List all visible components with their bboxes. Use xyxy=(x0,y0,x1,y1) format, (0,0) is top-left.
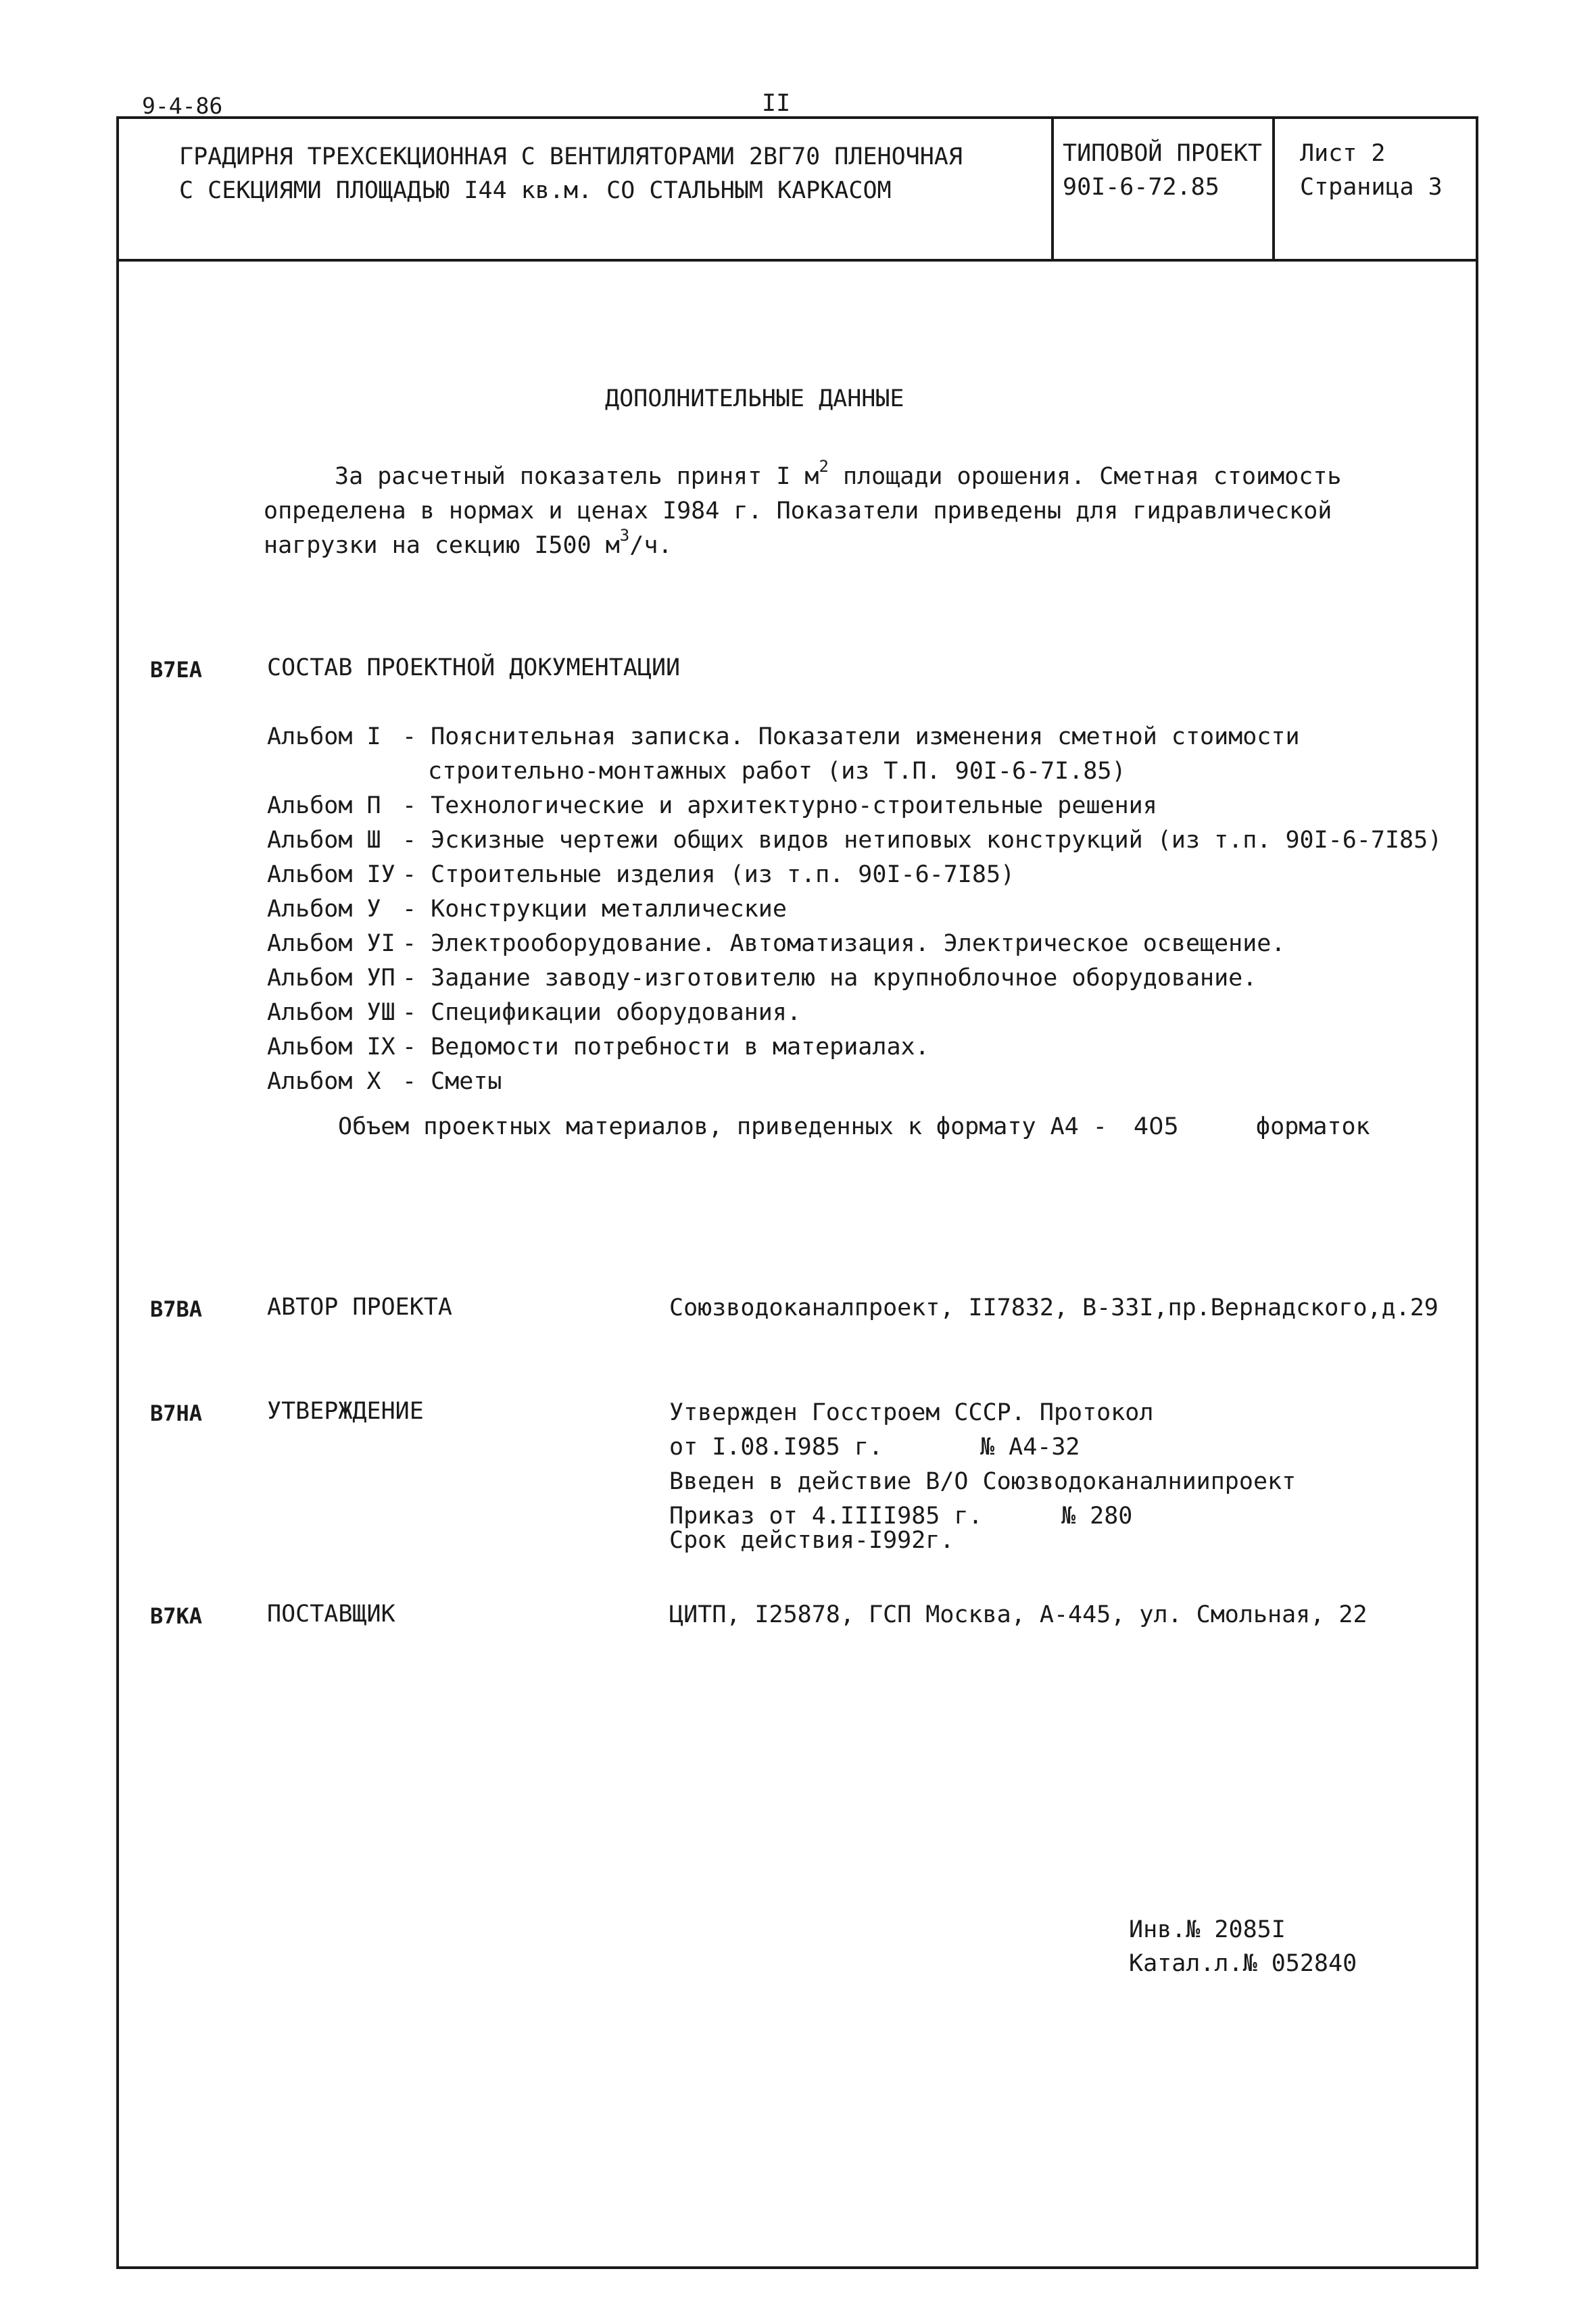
album-row: Альбом УШ - Спецификации оборудования. xyxy=(267,999,802,1026)
header-title-line1: ГРАДИРНЯ ТРЕХСЕКЦИОННАЯ С ВЕНТИЛЯТОРАМИ 2ВГ70 ПЛЕНОЧНАЯ xyxy=(179,143,963,170)
additional-paragraph-line2: определена в нормах и ценах I984 г. Показатели приведены для гидравлической xyxy=(264,497,1332,525)
volume-line: Объем проектных материалов, приведенных к формату А4 - 405 форматок xyxy=(338,1110,1370,1144)
volume-value: 405 xyxy=(1133,1113,1179,1140)
inventory-number: Инв.№ 2085I xyxy=(1129,1916,1286,1943)
album-row: Альбом X - Сметы xyxy=(267,1068,502,1095)
supplier-text: ЦИТП, I25878, ГСП Москва, А-445, ул. Смольная, 22 xyxy=(669,1601,1368,1628)
header-title-line2: С СЕКЦИЯМИ ПЛОЩАДЬЮ I44 кв.м. СО СТАЛЬНЫМ КАРКАСОМ xyxy=(179,177,892,204)
album-row: Альбом П - Технологические и архитектурно-строительные решения xyxy=(267,792,1157,819)
album-row: Альбом УI - Электрооборудование. Автоматизация. Электрическое освещение. xyxy=(267,930,1286,957)
composition-title: СОСТАВ ПРОЕКТНОЙ ДОКУМЕНТАЦИИ xyxy=(267,654,681,681)
composition-code: В7ЕА xyxy=(150,657,203,683)
supplier-code: В7КА xyxy=(150,1603,203,1629)
additional-heading: ДОПОЛНИТЕЛЬНЫЕ ДАННЫЕ xyxy=(605,385,904,412)
approval-line5: Срок действия-I992г. xyxy=(669,1527,954,1554)
approval-code: В7НА xyxy=(150,1400,203,1426)
album-list xyxy=(267,720,1442,1099)
top-left-code: 9-4-86 xyxy=(142,93,223,119)
page-label: Страница 3 xyxy=(1300,174,1443,201)
album-row: строительно-монтажных работ (из Т.П. 90I-6-7I.85) xyxy=(428,758,1126,785)
album-row: Альбом УП - Задание заводу-изготовителю на крупноблочное оборудование. xyxy=(267,965,1257,992)
approval-line2: от I.08.I985 г. № А4-32 xyxy=(669,1434,1080,1461)
approval-line4: Приказ от 4.IIII985 г. № 280 xyxy=(669,1503,1133,1530)
supplier-title: ПОСТАВЩИК xyxy=(267,1601,395,1628)
header-vline-1 xyxy=(1051,116,1054,260)
catalog-number: Катал.л.№ 052840 xyxy=(1129,1950,1357,1977)
author-title: АВТОР ПРОЕКТА xyxy=(267,1294,452,1321)
approval-title: УТВЕРЖДЕНИЕ xyxy=(267,1398,424,1425)
project-number: 90I-6-72.85 xyxy=(1063,174,1219,201)
author-code: В7ВА xyxy=(150,1296,203,1322)
additional-paragraph-line3: нагрузки на секцию I500 $м^3/ч$. xyxy=(264,526,673,559)
album-row: Альбом IУ - Строительные изделия (из т.п. 90I-6-7I85) xyxy=(267,861,1015,888)
sheet-number: Лист 2 xyxy=(1300,140,1386,167)
page-number: II xyxy=(762,90,791,117)
approval-line3: Введен в действие В/О Союзводоканалниипроект xyxy=(669,1468,1297,1495)
additional-paragraph-line1: За расчетный показатель принят I $м^2$ площади орошения. Сметная стоимость xyxy=(335,457,1342,490)
header-vline-2 xyxy=(1272,116,1275,260)
album-row: Альбом IX - Ведомости потребности в материалах. xyxy=(267,1033,929,1061)
approval-line1: Утвержден Госстроем СССР. Протокол xyxy=(669,1399,1154,1426)
project-label: ТИПОВОЙ ПРОЕКТ xyxy=(1063,140,1263,167)
album-row: Альбом I - Пояснительная записка. Показатели изменения сметной стоимости xyxy=(267,723,1300,750)
author-text: Союзводоканалпроект, II7832, В-33I,пр.Вернадского,д.29 xyxy=(669,1294,1438,1321)
album-row: Альбом У - Конструкции металлические xyxy=(267,896,787,923)
album-row: Альбом Ш - Эскизные чертежи общих видов нетиповых конструкций (из т.п. 90I-6-7I85) xyxy=(267,827,1443,854)
